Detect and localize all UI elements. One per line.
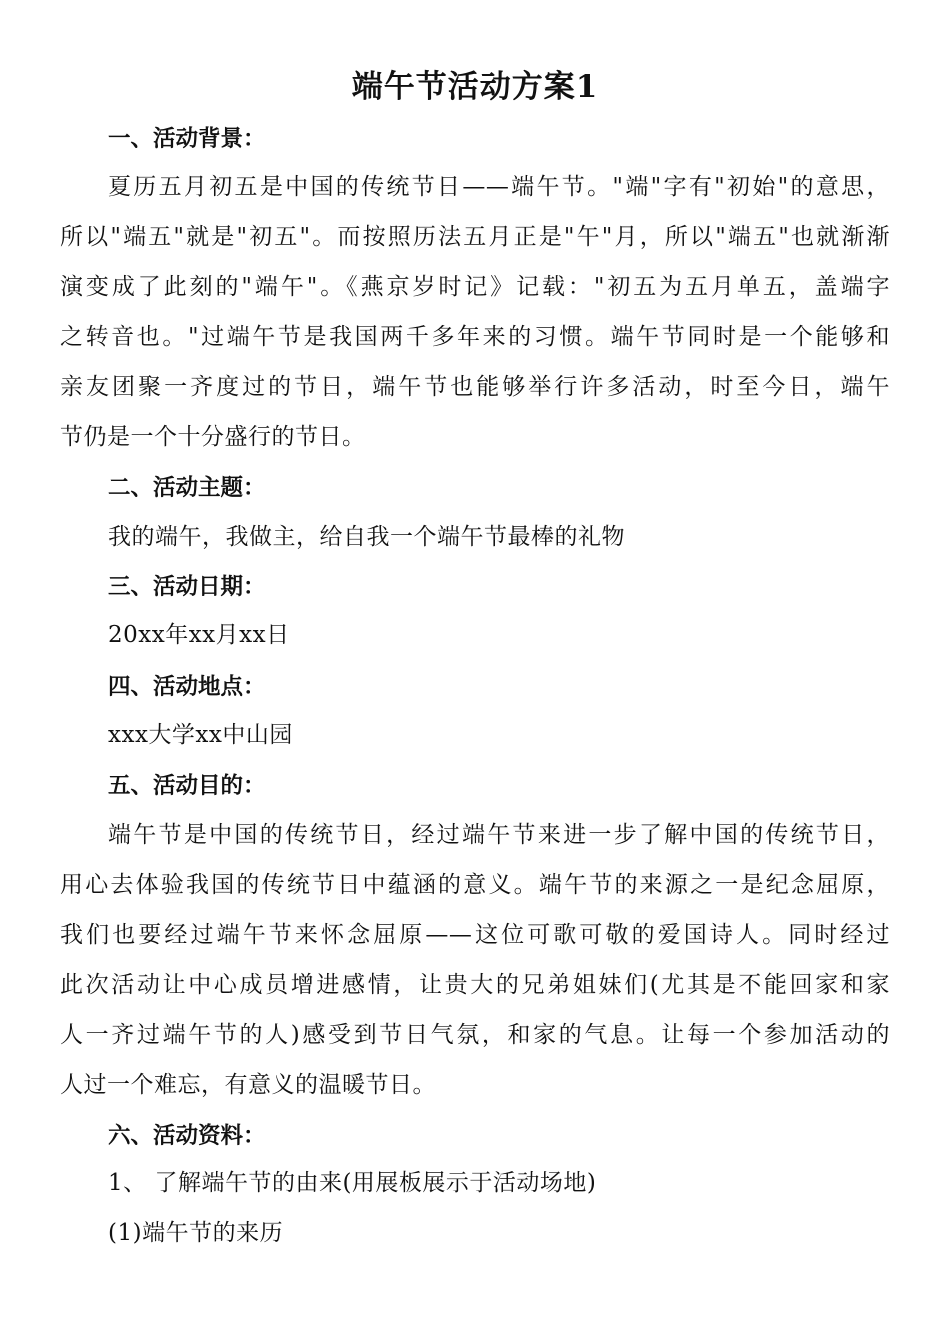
section-heading-date: 三、活动日期： [108,574,266,600]
section-heading-theme: 二、活动主题： [108,475,266,501]
paragraph-line: 此次活动让中心成员增进感情，让贵大的兄弟姐妹们(尤其是不能回家和家 [60,972,890,998]
paragraph-line: 夏历五月初五是中国的传统节日——端午节。"端"字有"初始"的意思， [108,174,890,200]
paragraph-line: 之转音也。"过端午节是我国两千多年来的习惯。端午节同时是一个能够和 [60,324,890,350]
section-heading-background: 一、活动背景： [108,126,266,152]
paragraph-line: 人过一个难忘，有意义的温暖节日。 [60,1072,436,1098]
section-heading-purpose: 五、活动目的： [108,773,266,799]
paragraph-line: 亲友团聚一齐度过的节日，端午节也能够举行许多活动，时至今日，端午 [60,374,890,400]
paragraph-line: 所以"端五"就是"初五"。而按照历法五月正是"午"月，所以"端五"也就渐渐 [60,224,890,250]
paragraph-line: 人一齐过端午节的人)感受到节日气氛，和家的气息。让每一个参加活动的 [60,1022,890,1048]
theme-text: 我的端午，我做主，给自我一个端午节最棒的礼物 [108,524,625,550]
list-item: 1、 了解端午节的由来(用展板展示于活动场地) [108,1170,597,1196]
location-text: xxx大学xx中山园 [108,722,293,748]
paragraph-line: 演变成了此刻的"端午"。《燕京岁时记》记载："初五为五月单五，盖端字 [60,274,890,300]
paragraph-line: 节仍是一个十分盛行的节日。 [60,424,366,450]
document-title: 端午节活动方案1 [351,69,599,105]
section-heading-materials: 六、活动资料： [108,1123,266,1149]
date-text: 20xx年xx月xx日 [108,622,290,648]
paragraph-line: 端午节是中国的传统节日，经过端午节来进一步了解中国的传统节日， [108,822,890,848]
paragraph-line: 用心去体验我国的传统节日中蕴涵的意义。端午节的来源之一是纪念屈原， [60,872,890,898]
paragraph-line: 我们也要经过端午节来怀念屈原——这位可歌可敬的爱国诗人。同时经过 [60,922,890,948]
list-subitem: (1)端午节的来历 [108,1220,284,1246]
section-heading-location: 四、活动地点： [108,674,266,700]
